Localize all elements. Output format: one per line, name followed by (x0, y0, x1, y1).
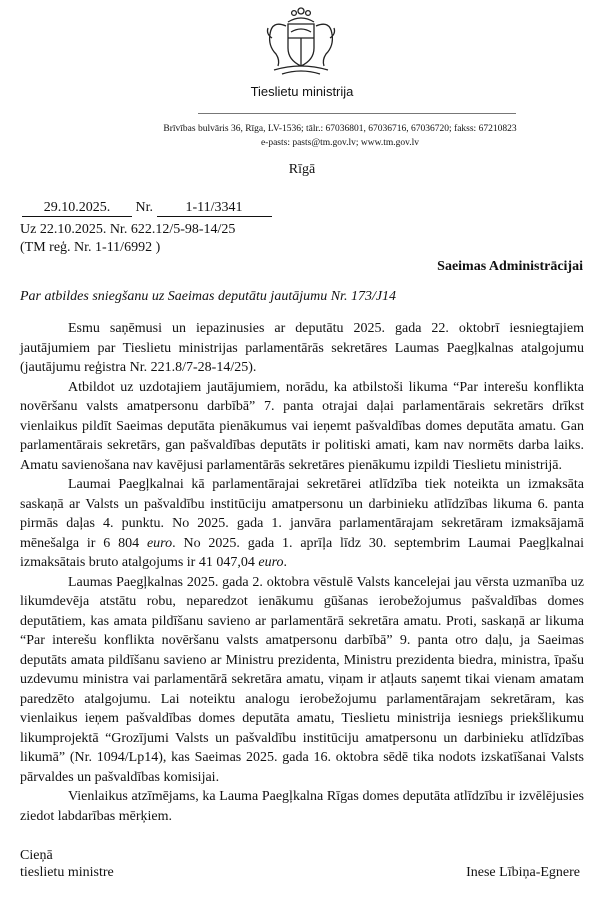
paragraph: Esmu saņēmusi un iepazinusies ar deputātu 2025. gada 22. oktobrī iesniegtajiem jautājumiem par Tieslietu ministrijas parlamentārās sekretāres Laumas Paegļkalnas atalgojumu (jautājumu reģistra Nr. 221.8/7-28-14/25). (20, 321, 584, 375)
document-number: 1-11/3341 (157, 200, 272, 217)
paragraph: Laumai Paegļkalnai kā parlamentārajai sekretārei atlīdzība tiek noteikta un izmaksāta saskaņā ar Valsts un pašvaldību institūciju amatpersonu un darbinieku atlīdzības likuma 6. panta pirmās daļas 4. punktu. No 2025. gada 1. janvāra parlamentārajam sekretāram izmaksājamā mēnešalga ir 6 804 euro. No 2025. gada 1. aprīļa līdz 30. septembrim Laumai Paegļkalnai izmaksātais bruto atalgojums ir 41 047,04 euro. (20, 477, 584, 570)
date-line (22, 200, 272, 217)
signer-name: Inese Lībiņa-Egnere (466, 865, 580, 880)
subject: Par atbildes sniegšanu uz Saeimas deputātu jautājumu Nr. 173/J14 (20, 289, 397, 304)
number-label: Nr. (135, 200, 153, 215)
address-line: Brīvības bulvāris 36, Rīga, LV-1536; tālr.: 67036801, 67036716, 67036720; fakss: 67210823 (163, 124, 517, 134)
paragraph: Atbildot uz uzdotajiem jautājumiem, norādu, ka atbilstoši likuma “Par interešu konflikta novēršanu valsts amatpersonu darbībā” 7. panta otrajai daļai parlamentārais sekretārs drīkst vienlaikus pildīt Saeimas deputāta pienākumus vai ieņemt pašvaldības domes deputāta amatu. Gan parlamentārais sekretārs, gan pašvaldības deputāts ir politiski amati, kam nav normēts darba laiks. Amatu savienošana nav kavējusi parlamentārās sekretāres pienākumu izpildi Tieslietu ministrijā. (20, 379, 584, 473)
letter-body (20, 319, 584, 826)
signer-title: tieslietu ministre (20, 865, 114, 880)
closing: Cieņā (20, 848, 53, 863)
ministry-name: Tieslietu ministrija (250, 84, 354, 99)
registration-reference: (TM reģ. Nr. 1-11/6992 ) (20, 240, 161, 255)
document-date: 29.10.2025. (22, 200, 132, 217)
paragraph: Vienlaikus atzīmējams, ka Lauma Paegļkalna Rīgas domes deputāta atlīdzību ir izvēlējusies ziedot labdarības mērķiem. (20, 789, 584, 824)
coat-of-arms-logo (258, 4, 344, 80)
contact-line: e-pasts: pasts@tm.gov.lv; www.tm.gov.lv (260, 138, 420, 148)
addressee: Saeimas Administrācijai (437, 259, 583, 274)
header-divider (198, 113, 516, 114)
paragraph: Laumas Paegļkalnas 2025. gada 2. oktobra vēstulē Valsts kancelejai jau vērsta uzmanība uz likumdevēja atstātu robu, neparedzot ienākumu gūšanas ierobežojumus pašvaldības domes deputātiem, kas amata pildīšanu savieno ar parlamentārā sekretāra amatu. Proti, saskaņā ar likuma “Par interešu konflikta novēršanu valsts amatpersonu darbībā” 9. panta otro daļu, ja Saeimas deputāts amata pildīšanu savieno ar Ministru prezidenta, Ministru prezidenta biedra, ministra, īpašu uzdevumu ministra vai parlamentārā sekretāra amatu, viņam ir atļauts saņemt tikai vienam amatam paredzēto atalgojumu. Lai noteiktu analogu ierobežojumu parlamentārajam sekretāram, kas vienlaikus ieņem pašvaldības domes deputāta amatu, Tieslietu ministrija iesniegs priekšlikumu likumprojektā “Grozījumi Valsts un pašvaldību institūciju amatpersonu un darbinieku atlīdzības likumā” (Nr. 1094/Lp14), kas Saeimas 2025. gada 16. oktobra sēdē tika nodots izskatīšanai Valsts pārvaldes un pašvaldības komisijai. (20, 574, 584, 785)
reference-line: Uz 22.10.2025. Nr. 622.12/5-98-14/25 (20, 222, 236, 237)
city: Rīgā (288, 162, 316, 177)
